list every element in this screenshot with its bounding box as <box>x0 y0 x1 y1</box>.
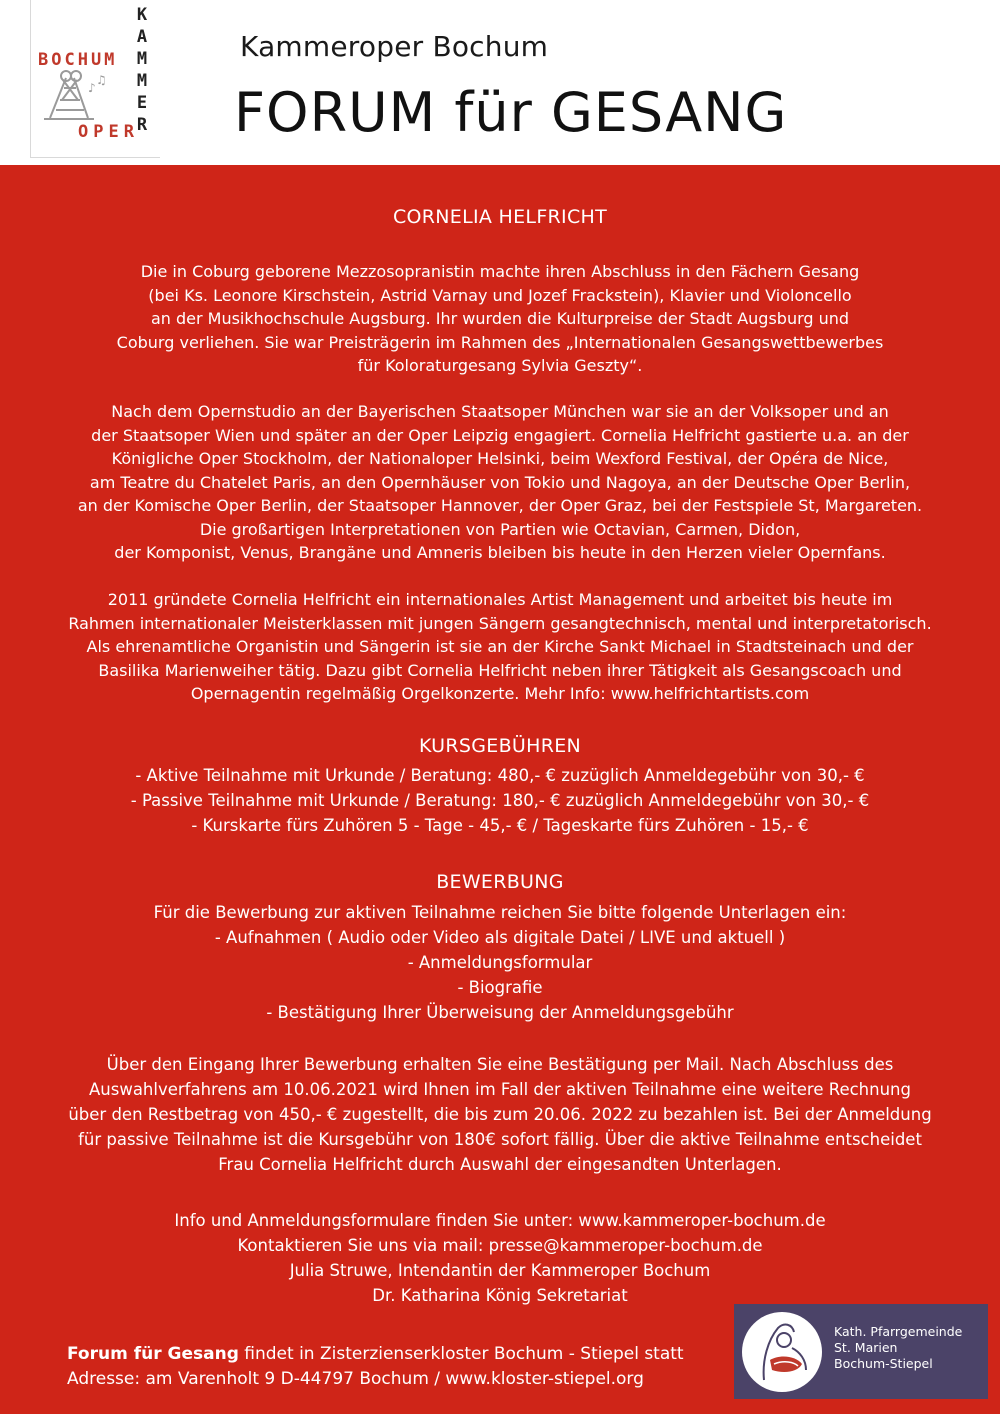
bio-heading: CORNELIA HELFRICHT <box>392 206 608 228</box>
logo-letter: M <box>136 71 148 91</box>
text-line: der Staatsoper Wien und später an der Oper Leipzig engagiert. Cornelia Helfricht gastierte u.a. an der <box>91 425 909 445</box>
application-item: - Biografie <box>457 978 543 997</box>
venue-rest: findet in Zisterzienserkloster Bochum - Stiepel statt <box>238 1344 684 1364</box>
parish-badge <box>734 1304 988 1399</box>
text-line: (bei Ks. Leonore Kirschstein, Astrid Varnay und Jozef Frackstein), Klavier und Violoncello <box>148 285 852 305</box>
application-item: - Aufnahmen ( Audio oder Video als digitale Datei / LIVE und aktuell ) <box>214 928 786 947</box>
application-item: - Bestätigung Ihrer Überweisung der Anmeldungsgebühr <box>266 1003 734 1022</box>
text-line: Opernagentin regelmäßig Orgelkonzerte. Mehr Info: www.helfrichtartists.com <box>190 684 810 703</box>
text-line: Rahmen internationaler Meisterklassen mit jungen Sängern gesangtechnisch, mental und interpretatorisch. <box>68 613 932 633</box>
text-line: für passive Teilnahme ist die Kursgebühr von 180€ sofort fällig. Über die aktive Teilnahme entscheidet <box>78 1130 922 1149</box>
text-line: Als ehrenamtliche Organistin und Sängerin ist sie an der Kirche Sankt Michael in Stadtsteinach und der <box>86 637 914 656</box>
parish-line: Kath. Pfarrgemeinde <box>834 1324 963 1339</box>
parish-line: St. Marien <box>834 1340 898 1355</box>
parish-name <box>834 1324 962 1372</box>
madonna-emblem-icon <box>740 1310 824 1394</box>
text-line: 2011 gründete Cornelia Helfricht ein internationales Artist Management und arbeitet bis heute im <box>107 590 893 609</box>
fees-heading: KURSGEBÜHREN <box>418 735 582 757</box>
text-line: am Teatre du Chatelet Paris, an den Opernhäuser von Tokio und Nagoya, an der Deutsche Oper Berlin, <box>89 472 911 492</box>
application-item: - Anmeldungsformular <box>407 953 593 972</box>
page-title: FORUM für GESANG <box>234 81 788 144</box>
svg-text:♫: ♫ <box>96 73 107 87</box>
text-line: an der Komische Oper Berlin, der Staatsoper Hannover, der Oper Graz, bei der Festspiele St, Margareten. <box>77 496 923 515</box>
fee-item: - Aktive Teilnahme mit Urkunde / Beratung: 480,- € zuzüglich Anmeldegebühr von 30,- € <box>135 766 865 785</box>
venue-line <box>67 1342 684 1367</box>
text-line: Coburg verliehen. Sie war Preisträgerin im Rahmen des „Internationalen Gesangswettbewerbes <box>116 332 884 352</box>
fees-list <box>0 763 1000 838</box>
contact-block <box>0 1208 1000 1308</box>
application-list <box>0 900 1000 1025</box>
application-intro: Für die Bewerbung zur aktiven Teilnahme reichen Sie bitte folgende Unterlagen ein: <box>153 903 847 922</box>
header <box>0 0 1000 165</box>
text-line: Nach dem Opernstudio an der Bayerischen Staatsoper München war sie an der Volksoper und an <box>111 402 889 421</box>
contact-director-line: Julia Struwe, Intendantin der Kammeroper Bochum <box>289 1261 711 1280</box>
bio-paragraph-2 <box>0 400 1000 565</box>
fee-item: - Kurskarte fürs Zuhören 5 - Tage - 45,- € / Tageskarte fürs Zuhören - 15,- € <box>191 816 809 835</box>
text-line: an der Musikhochschule Augsburg. Ihr wurden die Kulturpreise der Stadt Augsburg und <box>150 309 850 328</box>
header-subtitle: Kammeroper Bochum <box>240 30 549 63</box>
text-line: Basilika Marienweiher tätig. Dazu gibt Cornelia Helfricht neben ihrer Tätigkeit als Gesangscoach und <box>98 660 902 680</box>
text-line: Auswahlverfahrens am 10.06.2021 wird Ihnen im Fall der aktiven Teilnahme eine weitere Rechnung <box>88 1080 911 1099</box>
logo-letter: M <box>136 49 148 69</box>
kammeroper-logo <box>30 0 160 158</box>
contact-email-line[interactable]: Kontaktieren Sie uns via mail: presse@kammeroper-bochum.de <box>237 1236 763 1255</box>
logo-word-oper: OPER <box>78 122 139 142</box>
venue-name: Forum für Gesang <box>67 1344 239 1364</box>
contact-secretary-line: Dr. Katharina König Sekretariat <box>372 1286 628 1305</box>
logo-letter: E <box>136 93 148 113</box>
logo-letter: A <box>136 27 148 47</box>
application-heading: BEWERBUNG <box>436 871 564 893</box>
application-notice <box>0 1052 1000 1177</box>
text-line: Königliche Oper Stockholm, der Nationaloper Helsinki, beim Wexford Festival, der Opéra de Nice, <box>111 449 889 468</box>
logo-word-kammer <box>132 4 152 136</box>
text-line: der Komponist, Venus, Brangäne und Amneris bleiben bis heute in den Herzen vieler Opernfans. <box>114 543 886 562</box>
text-line: über den Restbetrag von 450,- € zugestellt, die bis zum 20.06. 2022 zu bezahlen ist. Bei der Anmeldung <box>68 1105 932 1124</box>
parish-line: Bochum-Stiepel <box>834 1356 933 1371</box>
bio-paragraph-1 <box>0 260 1000 378</box>
text-line: für Koloraturgesang Sylvia Geszty“. <box>357 356 643 375</box>
fee-item: - Passive Teilnahme mit Urkunde / Beratung: 180,- € zuzüglich Anmeldegebühr von 30,- € <box>130 791 870 810</box>
content-panel <box>0 165 1000 1414</box>
text-line: Die in Coburg geborene Mezzosopranistin machte ihren Abschluss in den Fächern Gesang <box>140 262 860 281</box>
text-line: Die großartigen Interpretationen von Partien wie Octavian, Carmen, Didon, <box>199 519 801 539</box>
text-line: Frau Cornelia Helfricht durch Auswahl der eingesandten Unterlagen. <box>218 1155 782 1174</box>
logo-letter: K <box>136 5 148 25</box>
text-line: Über den Eingang Ihrer Bewerbung erhalten Sie eine Bestätigung per Mail. Nach Abschluss des <box>106 1055 894 1074</box>
logo-letter: R <box>136 115 148 135</box>
bio-paragraph-3 <box>0 588 1000 706</box>
address-line[interactable]: Adresse: am Varenholt 9 D-44797 Bochum / www.kloster-stiepel.org <box>67 1369 644 1389</box>
contact-website-line[interactable]: Info und Anmeldungsformulare finden Sie unter: www.kammeroper-bochum.de <box>174 1211 826 1230</box>
logo-word-bochum: BOCHUM <box>38 50 118 70</box>
svg-text:♪: ♪ <box>88 81 96 95</box>
